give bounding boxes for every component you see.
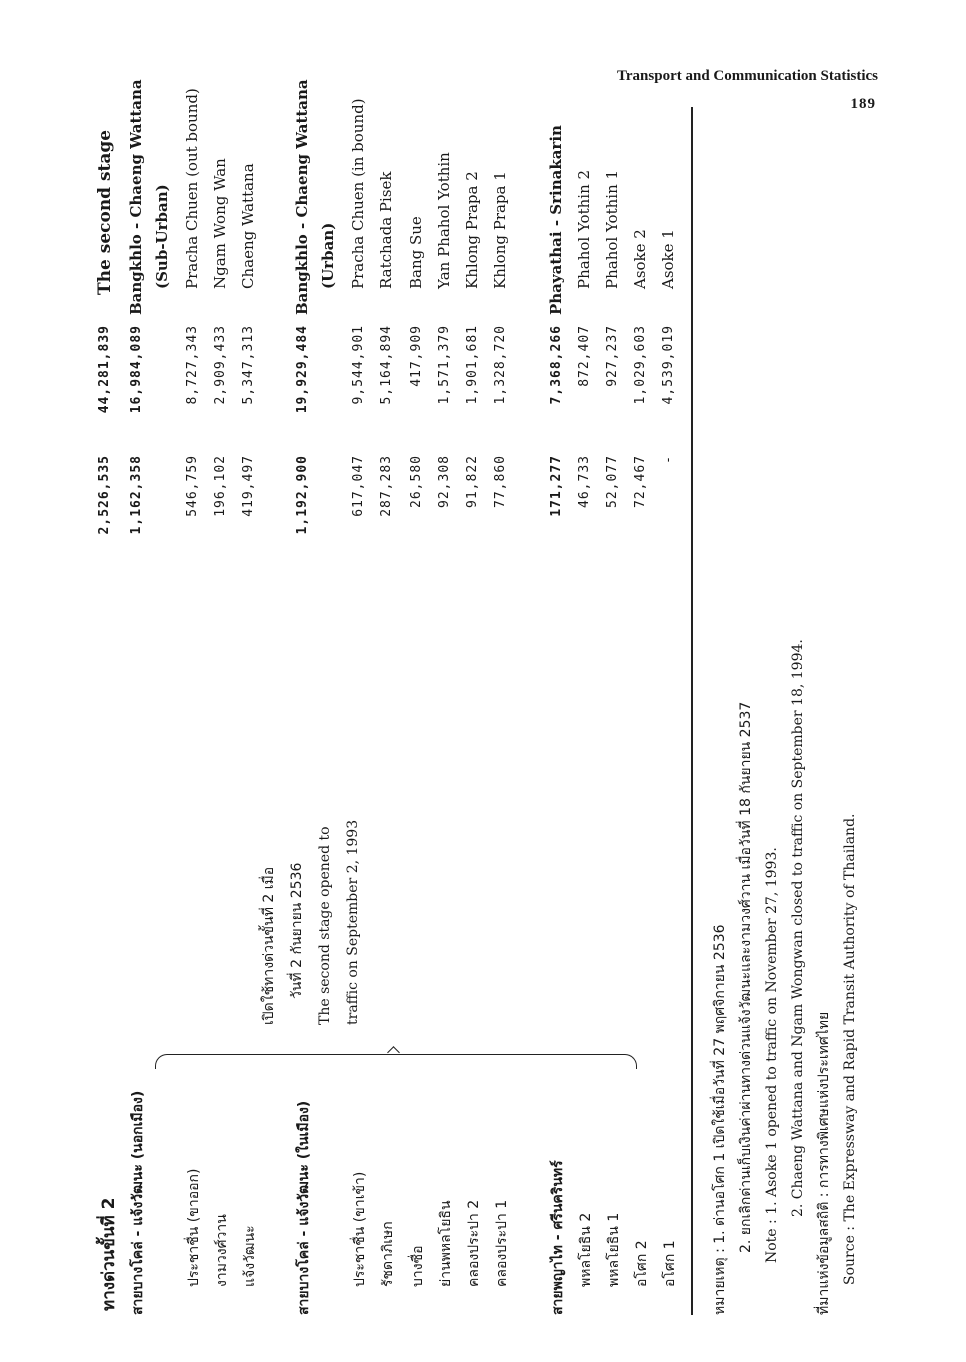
row-label-english: (Urban)	[319, 222, 337, 289]
annotation-thai-line-2: วันที่ 2 กันยายน 2536	[289, 862, 305, 999]
table-row	[183, 88, 209, 1315]
annotation-thai-line-1: เปิดใช้ทางด่วนขั้นที่ 2 เมื่อ	[261, 866, 277, 1025]
row-label-english: Ratchada Pisek	[377, 171, 395, 289]
row-traffic-value: 9,544,901	[351, 325, 366, 405]
row-traffic-value: 927,237	[605, 325, 620, 387]
table-row	[575, 115, 601, 1315]
row-traffic-value: 16,984,089	[129, 325, 144, 414]
row-label-english: Phahol Yothin 2	[575, 169, 593, 289]
table-row	[377, 115, 403, 1315]
note-eng-1: Note : 1. Asoke 1 opened to traffic on November 27, 1993.	[764, 847, 780, 1263]
row-label-thai: พหลโยธิน 2	[578, 1212, 594, 1287]
row-label-english: Bang Sue	[407, 216, 425, 289]
annotation-eng-line-1: The second stage opened to	[317, 826, 333, 1025]
note-thai-1: หมายเหตุ : 1. ด่านอโศก 1 เปิดใช้เมื่อวันที่ 27 พฤศจิกายน 2536	[712, 924, 728, 1315]
row-collected-value: 287,283	[379, 455, 394, 517]
table-row	[603, 115, 629, 1315]
row-label-thai: ย่านพหลโยธิน	[438, 1200, 454, 1287]
row-traffic-value: 5,164,894	[379, 325, 394, 405]
row-collected-value: 91,822	[465, 455, 480, 508]
table-row	[153, 115, 179, 1315]
table-row	[435, 115, 461, 1315]
column-header-stage: The second stage	[95, 129, 115, 295]
row-traffic-value: 1,571,379	[437, 325, 452, 405]
row-collected-value: 617,047	[351, 455, 366, 517]
page-number: 189	[850, 96, 876, 112]
row-collected-value: 1,162,358	[129, 455, 144, 535]
row-label-thai: สายบางโคล่ - แจ้งวัฒนะ (ในเมือง)	[296, 1100, 312, 1315]
opening-annotation	[255, 595, 367, 1025]
row-label-thai: บางซื่อ	[410, 1245, 426, 1287]
row-label-english: Pracha Chuen (in bound)	[349, 98, 367, 289]
annotation-eng-line-2: traffic on September 2, 1993	[345, 819, 361, 1025]
row-collected-value: 1,192,900	[295, 455, 310, 535]
table-row	[631, 115, 657, 1315]
row-label-thai: อโศก 2	[634, 1240, 650, 1287]
row-collected-value: 546,759	[185, 455, 200, 517]
row-label-thai: อโศก 1	[662, 1240, 678, 1287]
row-label-thai: ประชาชื่น (ขาออก)	[186, 1168, 202, 1287]
row-collected-value: -	[661, 455, 676, 464]
source-eng: Source : The Expressway and Rapid Transit Authority of Thailand.	[842, 813, 858, 1285]
note-thai-2: 2. ยกเลิกด่านเก็บเงินค่าผ่านทางด่วนแจ้งวัฒนะและงามวงศ์วาน เมื่อวันที่ 18 กันยายน 2537	[738, 701, 754, 1253]
row-label-english: Yan Phahol Yothin	[435, 152, 453, 289]
total-traffic: 44,281,839	[97, 325, 112, 414]
table-row	[491, 115, 517, 1315]
row-label-thai: คลองประปา 1	[494, 1199, 510, 1287]
row-traffic-value: 4,539,019	[661, 325, 676, 405]
row-label-thai: รัชดาภิเษก	[380, 1221, 396, 1287]
row-label-english: Khlong Prapa 1	[491, 171, 509, 289]
row-traffic-value: 8,727,343	[185, 325, 200, 405]
row-traffic-value: 1,901,681	[465, 325, 480, 405]
row-collected-value: 92,308	[437, 455, 452, 508]
row-collected-value: 46,733	[577, 455, 592, 508]
row-traffic-value: 1,328,720	[493, 325, 508, 405]
row-collected-value: 196,102	[213, 455, 228, 517]
row-label-english: Asoke 1	[659, 229, 677, 289]
row-collected-value: 72,467	[633, 455, 648, 508]
row-label-thai: พหลโยธิน 1	[606, 1212, 622, 1287]
column-header-thai: ทางด่วนขั้นที่ 2	[99, 1197, 119, 1311]
row-label-thai: สายบางโคล่ - แจ้งวัฒนะ (นอกเมือง)	[130, 1090, 146, 1315]
row-label-thai: แจ้งวัฒนะ	[242, 1225, 258, 1287]
row-label-english: Phayathai - Srinakarin	[547, 125, 565, 315]
table-row	[407, 115, 433, 1315]
row-label-english: (Sub-Urban)	[153, 184, 171, 289]
row-label-english: Chaeng Wattana	[239, 163, 257, 289]
note-eng-2: 2. Chaeng Wattana and Ngam Wongwan closed to traffic on September 18, 1994.	[790, 639, 806, 1217]
table-row	[127, 79, 153, 1315]
table-divider	[691, 107, 693, 1315]
source-thai: ที่มาแห่งข้อมูลสถิติ : การทางพิเศษแห่งประเทศไทย	[816, 1011, 832, 1315]
row-collected-value: 171,277	[549, 455, 564, 517]
row-traffic-value: 417,909	[409, 325, 424, 387]
row-collected-value: 77,860	[493, 455, 508, 508]
row-label-thai: ประชาชื่น (ขาเข้า)	[352, 1171, 368, 1287]
row-label-english: Bangkhlo - Chaeng Wattana	[127, 79, 145, 315]
row-label-english: Phahol Yothin 1	[603, 169, 621, 289]
table-row	[659, 115, 685, 1315]
row-label-english: Pracha Chuen (out bound)	[183, 88, 201, 289]
row-traffic-value: 872,407	[577, 325, 592, 387]
row-label-thai: สายพญาไท - ศรีนครินทร์	[550, 1160, 566, 1315]
running-head: Transport and Communication Statistics	[617, 68, 878, 84]
row-traffic-value: 19,929,484	[295, 325, 310, 414]
notes-section	[707, 115, 863, 1315]
row-label-thai: คลองประปา 2	[466, 1199, 482, 1287]
row-collected-value: 52,077	[605, 455, 620, 508]
row-label-english: Khlong Prapa 2	[463, 171, 481, 289]
row-traffic-value: 5,347,313	[241, 325, 256, 405]
row-traffic-value: 7,368,266	[549, 325, 564, 405]
row-traffic-value: 2,909,433	[213, 325, 228, 405]
row-collected-value: 419,497	[241, 455, 256, 517]
table-row	[547, 115, 573, 1315]
total-collected: 2,526,535	[97, 455, 112, 535]
table-row	[463, 115, 489, 1315]
row-label-english: Bangkhlo - Chaeng Wattana	[293, 79, 311, 315]
row-label-thai: งามวงศ์วาน	[214, 1214, 230, 1287]
table-row	[211, 115, 237, 1315]
row-label-english: Ngam Wong Wan	[211, 158, 229, 289]
row-label-english: Asoke 2	[631, 229, 649, 289]
row-collected-value: 26,580	[409, 455, 424, 508]
row-traffic-value: 1,029,603	[633, 325, 648, 405]
